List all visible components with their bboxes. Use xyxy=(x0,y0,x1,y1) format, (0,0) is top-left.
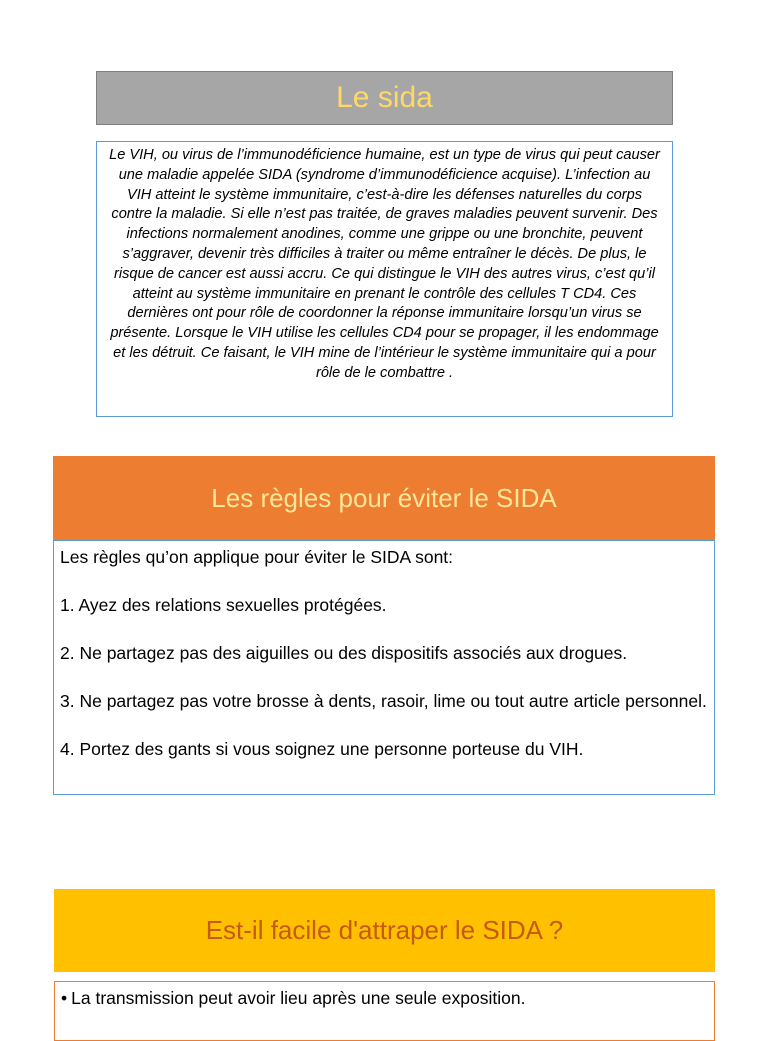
transmission-item-text: La transmission peut avoir lieu après une seule exposition. xyxy=(71,988,526,1008)
transmission-list xyxy=(54,981,715,1041)
rule-item: 2. Ne partagez pas des aiguilles ou des dispositifs associés aux drogues. xyxy=(60,643,628,663)
rules-text-box xyxy=(53,540,715,795)
section-title-rules: Les règles pour éviter le SIDA xyxy=(53,456,715,540)
list-item xyxy=(61,986,708,1010)
rules-intro: Les règles qu’on applique pour éviter le SIDA sont: xyxy=(60,547,454,567)
section-title-le-sida: Le sida xyxy=(96,71,673,125)
section-title-transmission: Est-il facile d'attraper le SIDA ? xyxy=(54,889,715,972)
rule-item: 1. Ayez des relations sexuelles protégées. xyxy=(60,595,387,615)
rule-item: 4. Portez des gants si vous soignez une personne porteuse du VIH. xyxy=(60,739,584,759)
intro-text-box: Le VIH, ou virus de l’immunodéficience humaine, est un type de virus qui peut causer une maladie appelée SIDA (syndrome d’immunodéficience acquise). L’infection au VIH atteint le système immunitaire, c’est-à-dire les défenses naturelles du corps contre la maladie. Si elle n’est pas traitée, de graves maladies peuvent survenir. Des infections normalement anodines, comme une grippe ou une bronchite, peuvent s’aggraver, devenir très difficiles à traiter ou même entraîner le décès. De plus, le risque de cancer est aussi accru. Ce qui distingue le VIH des autres virus, c’est qu’il atteint au système immunitaire en prenant le contrôle des cellules T CD4. Ces dernières ont pour rôle de coordonner la réponse immunitaire lorsqu’un virus se présente. Lorsque le VIH utilise les cellules CD4 pour se propager, il les endommage et les détruit. Ce faisant, le VIH mine de l’intérieur le système immunitaire qui a pour rôle de le combattre . xyxy=(96,141,673,417)
bullet-icon: • xyxy=(61,988,68,1008)
rule-item: 3. Ne partagez pas votre brosse à dents, rasoir, lime ou tout autre article personnel. xyxy=(60,691,707,711)
